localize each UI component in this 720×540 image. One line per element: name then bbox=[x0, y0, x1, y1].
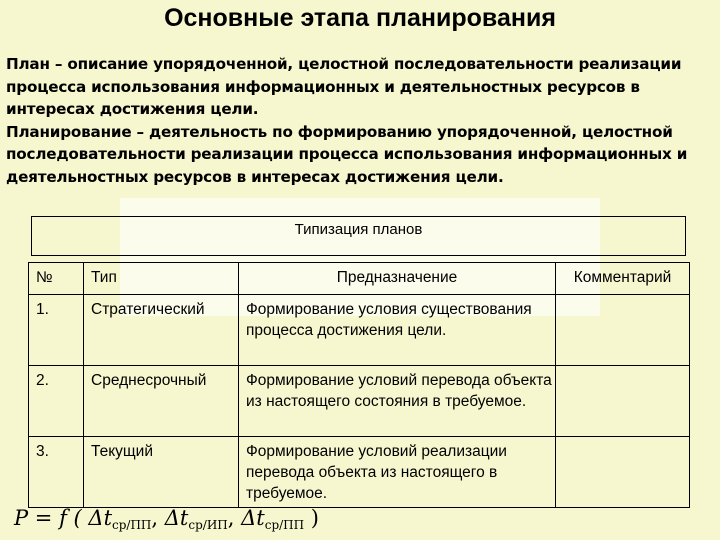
formula-term-3: Δt bbox=[241, 506, 265, 530]
row-number: 1. bbox=[29, 295, 84, 366]
row-type: Среднесрочный bbox=[84, 366, 239, 437]
slide-title: Основные этапа планирования bbox=[164, 4, 556, 32]
row-purpose: Формирование условий перевода объекта из настоящего состояния в требуемое. bbox=[239, 366, 556, 437]
plan-definition: План – описание упорядоченной, целостной последовательности реализации процесса использования информационных и деятельностных ресурсов в интересах достижения цели. bbox=[6, 55, 682, 118]
header-comment: Комментарий bbox=[556, 263, 690, 295]
formula-sep-1: , bbox=[151, 506, 159, 530]
row-comment bbox=[556, 366, 690, 437]
row-number: 2. bbox=[29, 366, 84, 437]
plans-table bbox=[28, 262, 690, 508]
formula-sub-3: ср/ПП bbox=[264, 518, 305, 532]
table-row bbox=[29, 366, 690, 437]
table-header-row bbox=[29, 263, 690, 295]
formula-sep-2: , bbox=[227, 506, 235, 530]
row-purpose: Формирование условий реализации перевода объекта из настоящего в требуемое. bbox=[239, 437, 556, 508]
planning-definition: Планирование – деятельность по формированию упорядоченной, целостной последовательности реализации процесса использования информационных и деятельностных ресурсов в интересах достижения цели. bbox=[6, 122, 688, 186]
row-comment bbox=[556, 437, 690, 508]
formula-term-1: Δt bbox=[88, 506, 113, 530]
table-row bbox=[29, 295, 690, 366]
row-number: 3. bbox=[29, 437, 84, 508]
planning-formula bbox=[14, 506, 319, 532]
header-number: № bbox=[29, 263, 84, 295]
header-type: Тип bbox=[84, 263, 239, 295]
row-type: Стратегический bbox=[84, 295, 239, 366]
definitions-text bbox=[6, 53, 718, 188]
row-type: Текущий bbox=[84, 437, 239, 508]
formula-sub-2: ср/ИП bbox=[188, 518, 228, 532]
row-comment bbox=[556, 295, 690, 366]
formula-sub-1: ср/ПП bbox=[112, 518, 152, 532]
formula-close: ) bbox=[310, 506, 319, 530]
formula-term-2: Δt bbox=[164, 506, 189, 530]
row-purpose: Формирование условия существования процесса достижения цели. bbox=[239, 295, 556, 366]
table-caption: Типизация планов bbox=[31, 216, 686, 256]
formula-lhs: P = f ( bbox=[14, 506, 82, 530]
header-purpose: Предназначение bbox=[239, 263, 556, 295]
table-row bbox=[29, 437, 690, 508]
